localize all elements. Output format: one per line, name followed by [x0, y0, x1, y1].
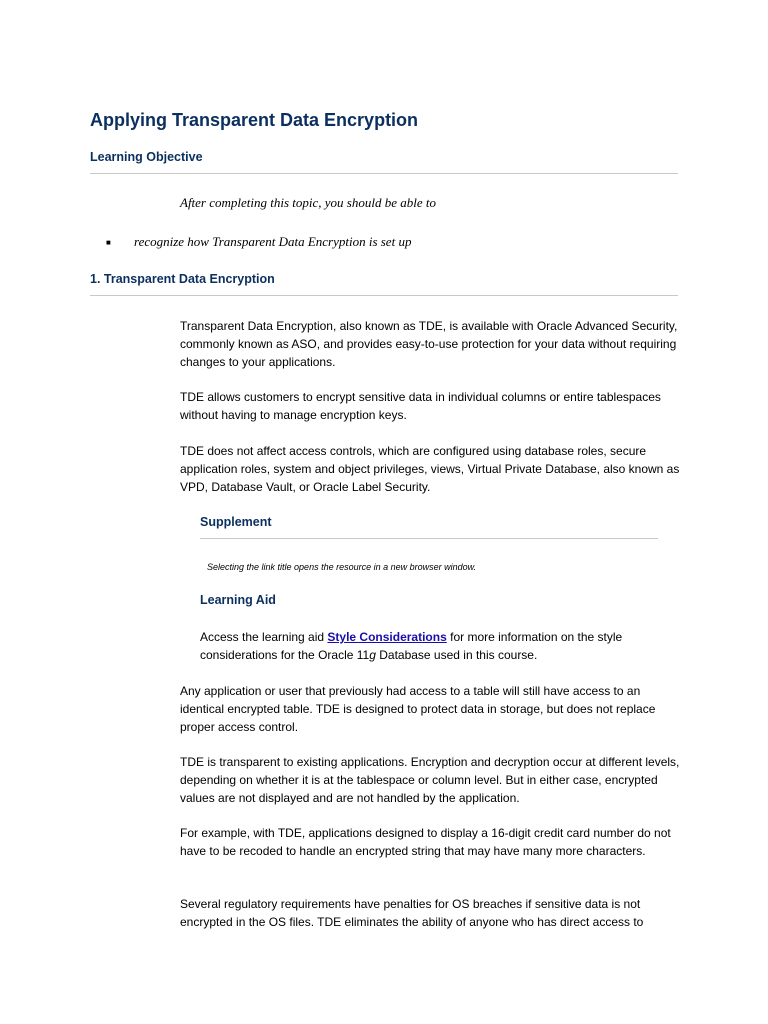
paragraph: Any application or user that previously had access to a table will still have access to an identical encrypted table. TDE is designed to protect data in storage, but does not replace proper access control.	[180, 684, 656, 734]
paragraph: Transparent Data Encryption, also known as TDE, is available with Oracle Advanced Security, commonly known as ASO, and provides easy-to-use protection for your data without requiring changes to your applications.	[180, 319, 678, 369]
supplement-heading: Supplement	[200, 515, 272, 529]
paragraph: TDE allows customers to encrypt sensitive data in individual columns or entire tablespaces without having to manage encryption keys.	[180, 390, 661, 422]
objective-intro: After completing this topic, you should be able to	[180, 195, 436, 210]
paragraph: TDE is transparent to existing applications. Encryption and decryption occur at different levels, depending on whether it is at the tablespace or column level. But in either case, encrypted values are not displayed and are not handled by the application.	[180, 755, 680, 805]
bullet-icon: ■	[106, 238, 111, 247]
divider	[90, 173, 678, 174]
learning-objective-heading: Learning Objective	[90, 150, 203, 164]
paragraph: Several regulatory requirements have penalties for OS breaches if sensitive data is not encrypted in the OS files. TDE eliminates the ability of anyone who has direct access to	[180, 897, 644, 929]
learning-aid-text: Access the learning aid Style Considerations for more information on the style considerations for the Oracle 11g Database used in this course.	[200, 630, 623, 662]
paragraph: For example, with TDE, applications designed to display a 16-digit credit card number do not have to be recoded to handle an encrypted string that may have many more characters.	[180, 826, 671, 858]
learning-aid-heading: Learning Aid	[200, 593, 276, 607]
link-note: Selecting the link title opens the resource in a new browser window.	[207, 562, 477, 572]
style-considerations-link[interactable]: Style Considerations	[327, 630, 447, 644]
divider	[200, 538, 658, 539]
objective-item: recognize how Transparent Data Encryption is set up	[134, 234, 412, 249]
divider	[90, 295, 678, 296]
section-heading: 1. Transparent Data Encryption	[90, 272, 275, 286]
paragraph: TDE does not affect access controls, which are configured using database roles, secure application roles, system and object privileges, views, Virtual Private Database, also known as VPD, Database Vault, or Oracle Label Security.	[180, 444, 680, 494]
page-title: Applying Transparent Data Encryption	[90, 110, 419, 130]
